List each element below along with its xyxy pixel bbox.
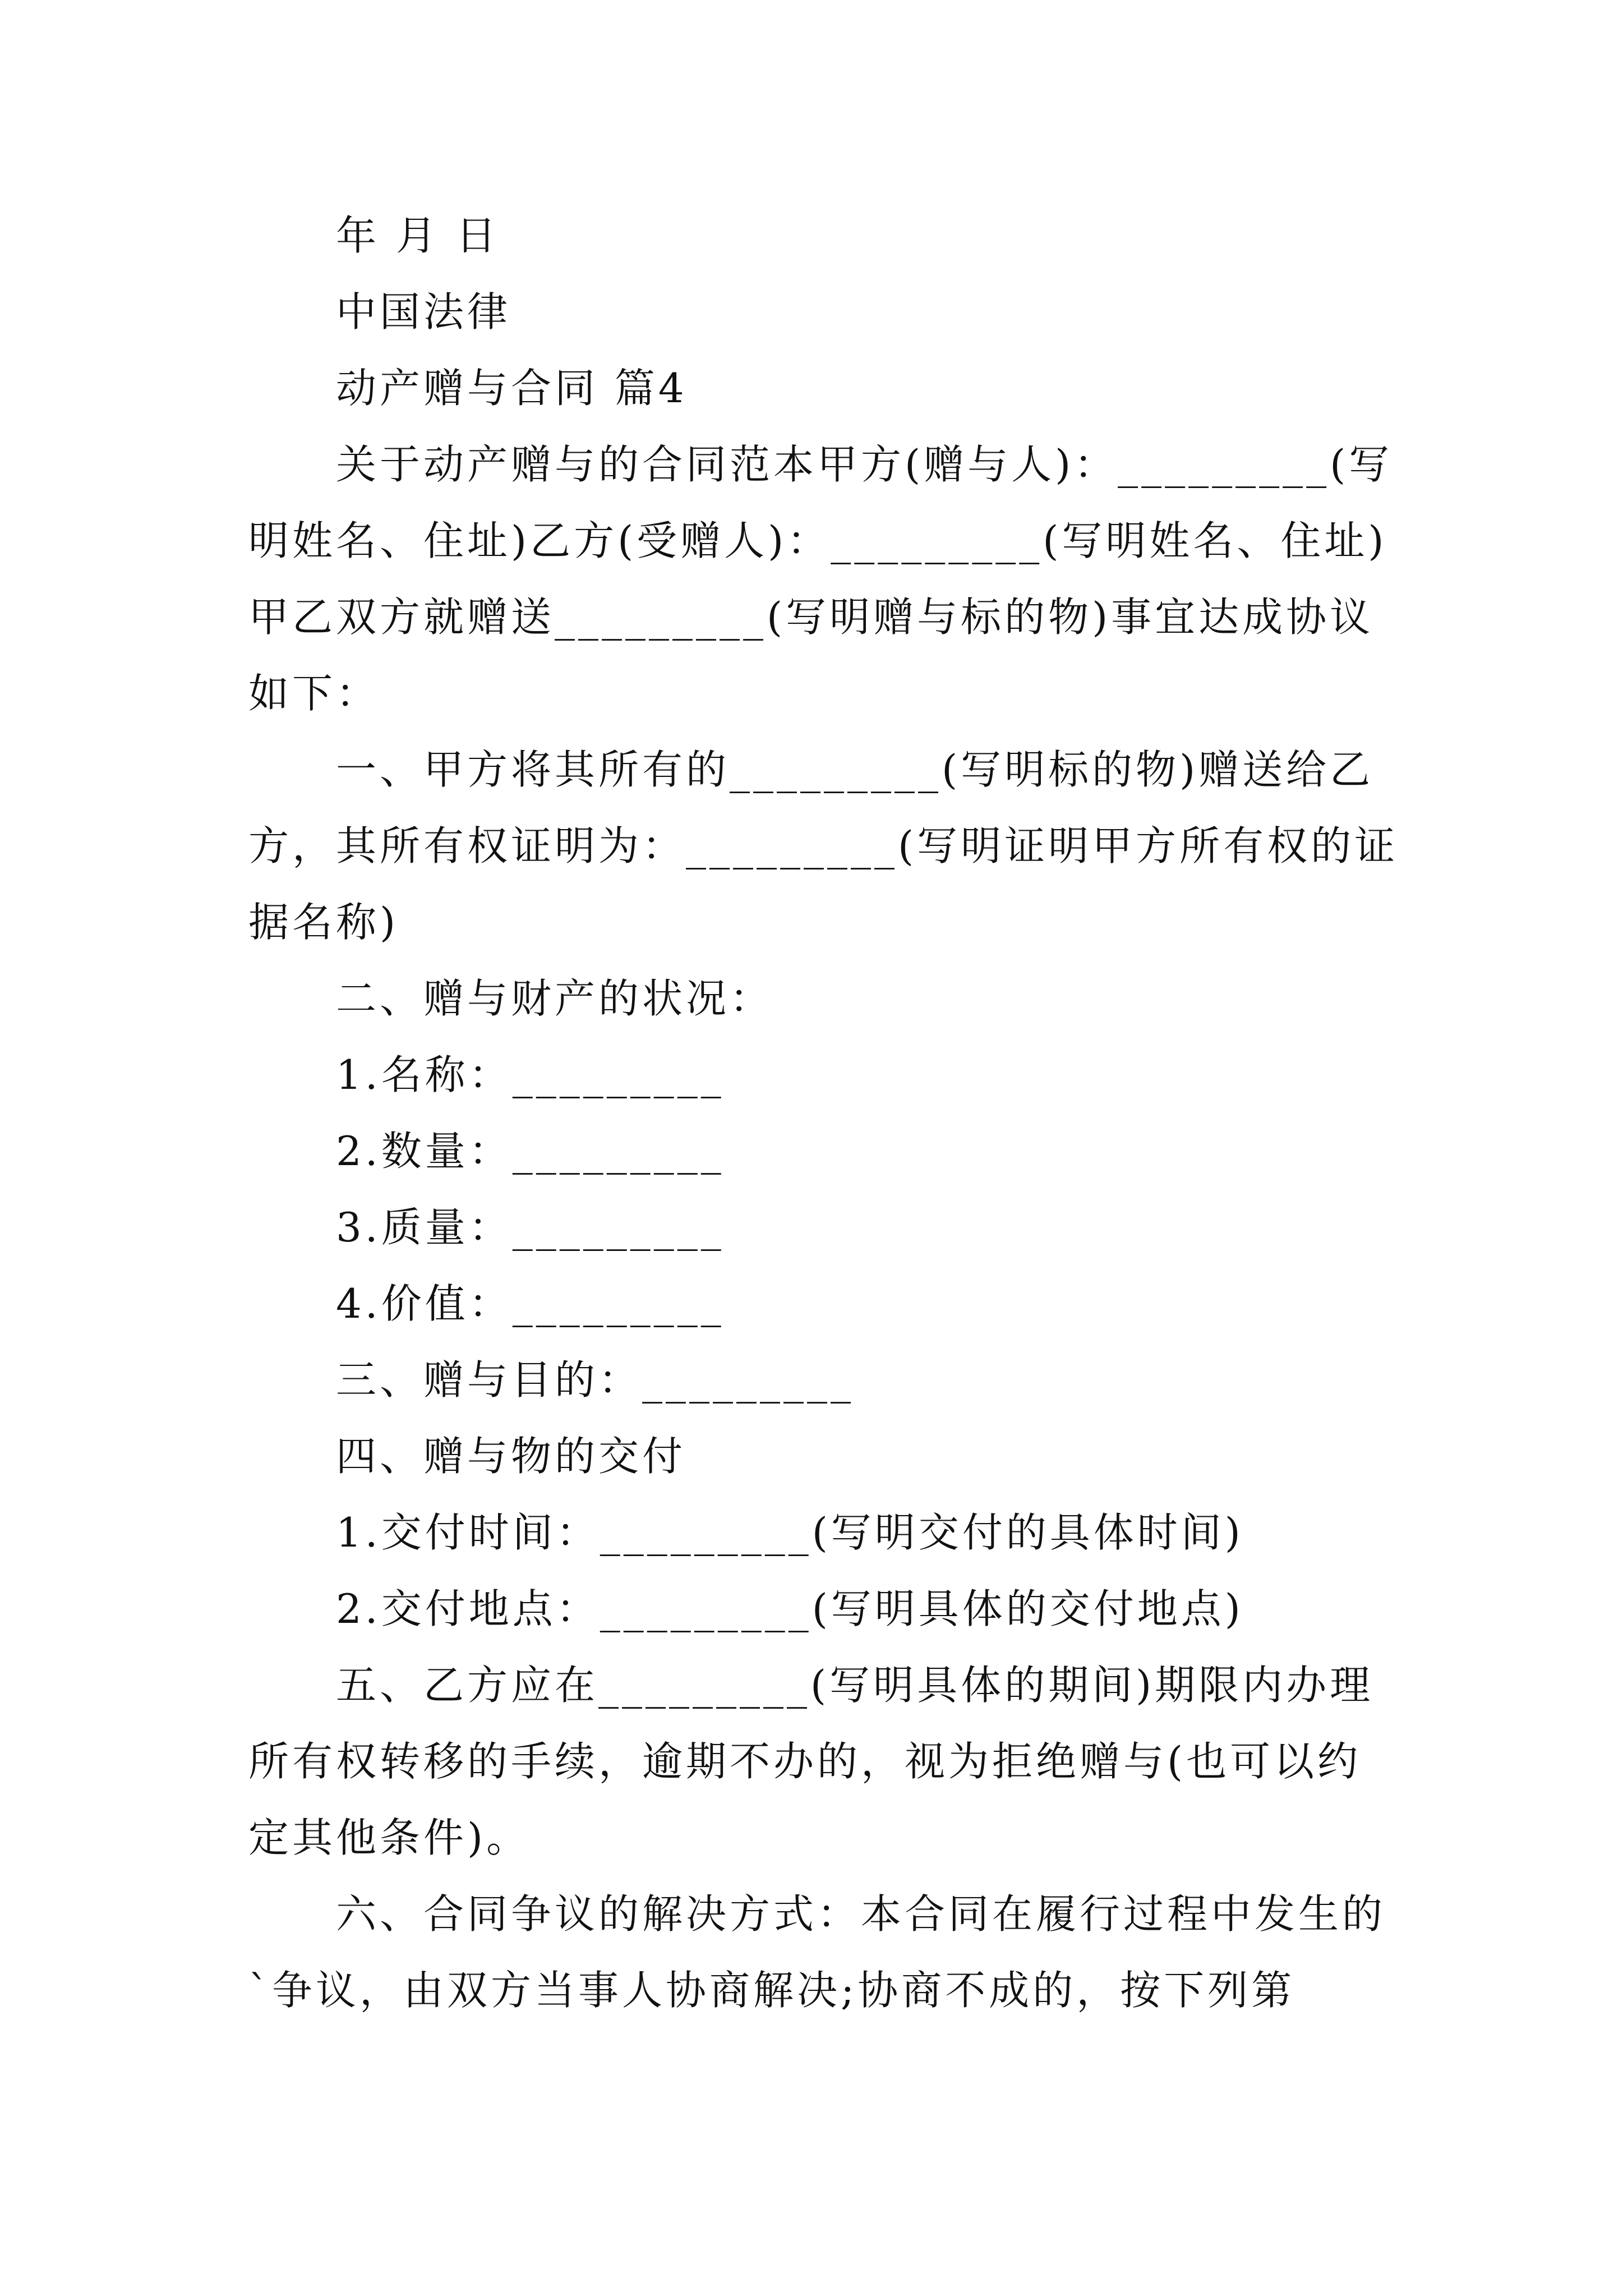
list-item: 3.质量：_________ (336, 1204, 725, 1251)
clause-line: 方，其所有权证明为：_________(写明证明甲方所有权的证 (248, 822, 1399, 869)
paragraph-line: 甲乙双方就赠送_________(写明赠与标的物)事宜达成协议 (248, 593, 1374, 641)
clause-line: 定其他条件)。 (248, 1814, 531, 1861)
document-body (248, 197, 1399, 2028)
list-item: 4.价值：_________ (336, 1280, 725, 1327)
paragraph-line: 关于动产赠与的合同范本甲方(赠与人)：_________(写 (336, 441, 1393, 488)
section-title: 动产赠与合同 篇4 (336, 365, 688, 412)
clause-line: 六、合同争议的解决方式：本合同在履行过程中发生的 (336, 1890, 1386, 1938)
clause-line: 一、甲方将其所有的_________(写明标的物)赠送给乙 (336, 746, 1374, 793)
date-line: 年 月 日 (336, 212, 500, 259)
clause-line: 五、乙方应在_________(写明具体的期间)期限内办理 (336, 1662, 1374, 1709)
clause-line: 四、赠与物的交付 (336, 1433, 686, 1480)
list-item: 2.数量：_________ (336, 1128, 725, 1175)
clause-line: 所有权转移的手续，逾期不办的，视为拒绝赠与(也可以约 (248, 1738, 1362, 1785)
list-item: 2.交付地点：_________(写明具体的交付地点) (336, 1585, 1244, 1632)
paragraph-line: 如下： (248, 670, 380, 717)
clause-line: 三、赠与目的：_________ (336, 1356, 855, 1404)
source-line: 中国法律 (336, 288, 511, 335)
clause-line: 二、赠与财产的状况： (336, 975, 774, 1022)
list-item: 1.交付时间：_________(写明交付的具体时间) (336, 1509, 1244, 1556)
clause-line: 据名称) (248, 899, 399, 946)
clause-line: `争议，由双方当事人协商解决;协商不成的，按下列第 (248, 1967, 1295, 2014)
list-item: 1.名称：_________ (336, 1051, 725, 1098)
paragraph-line: 明姓名、住址)乙方(受赠人)：_________(写明姓名、住址) (248, 517, 1387, 564)
